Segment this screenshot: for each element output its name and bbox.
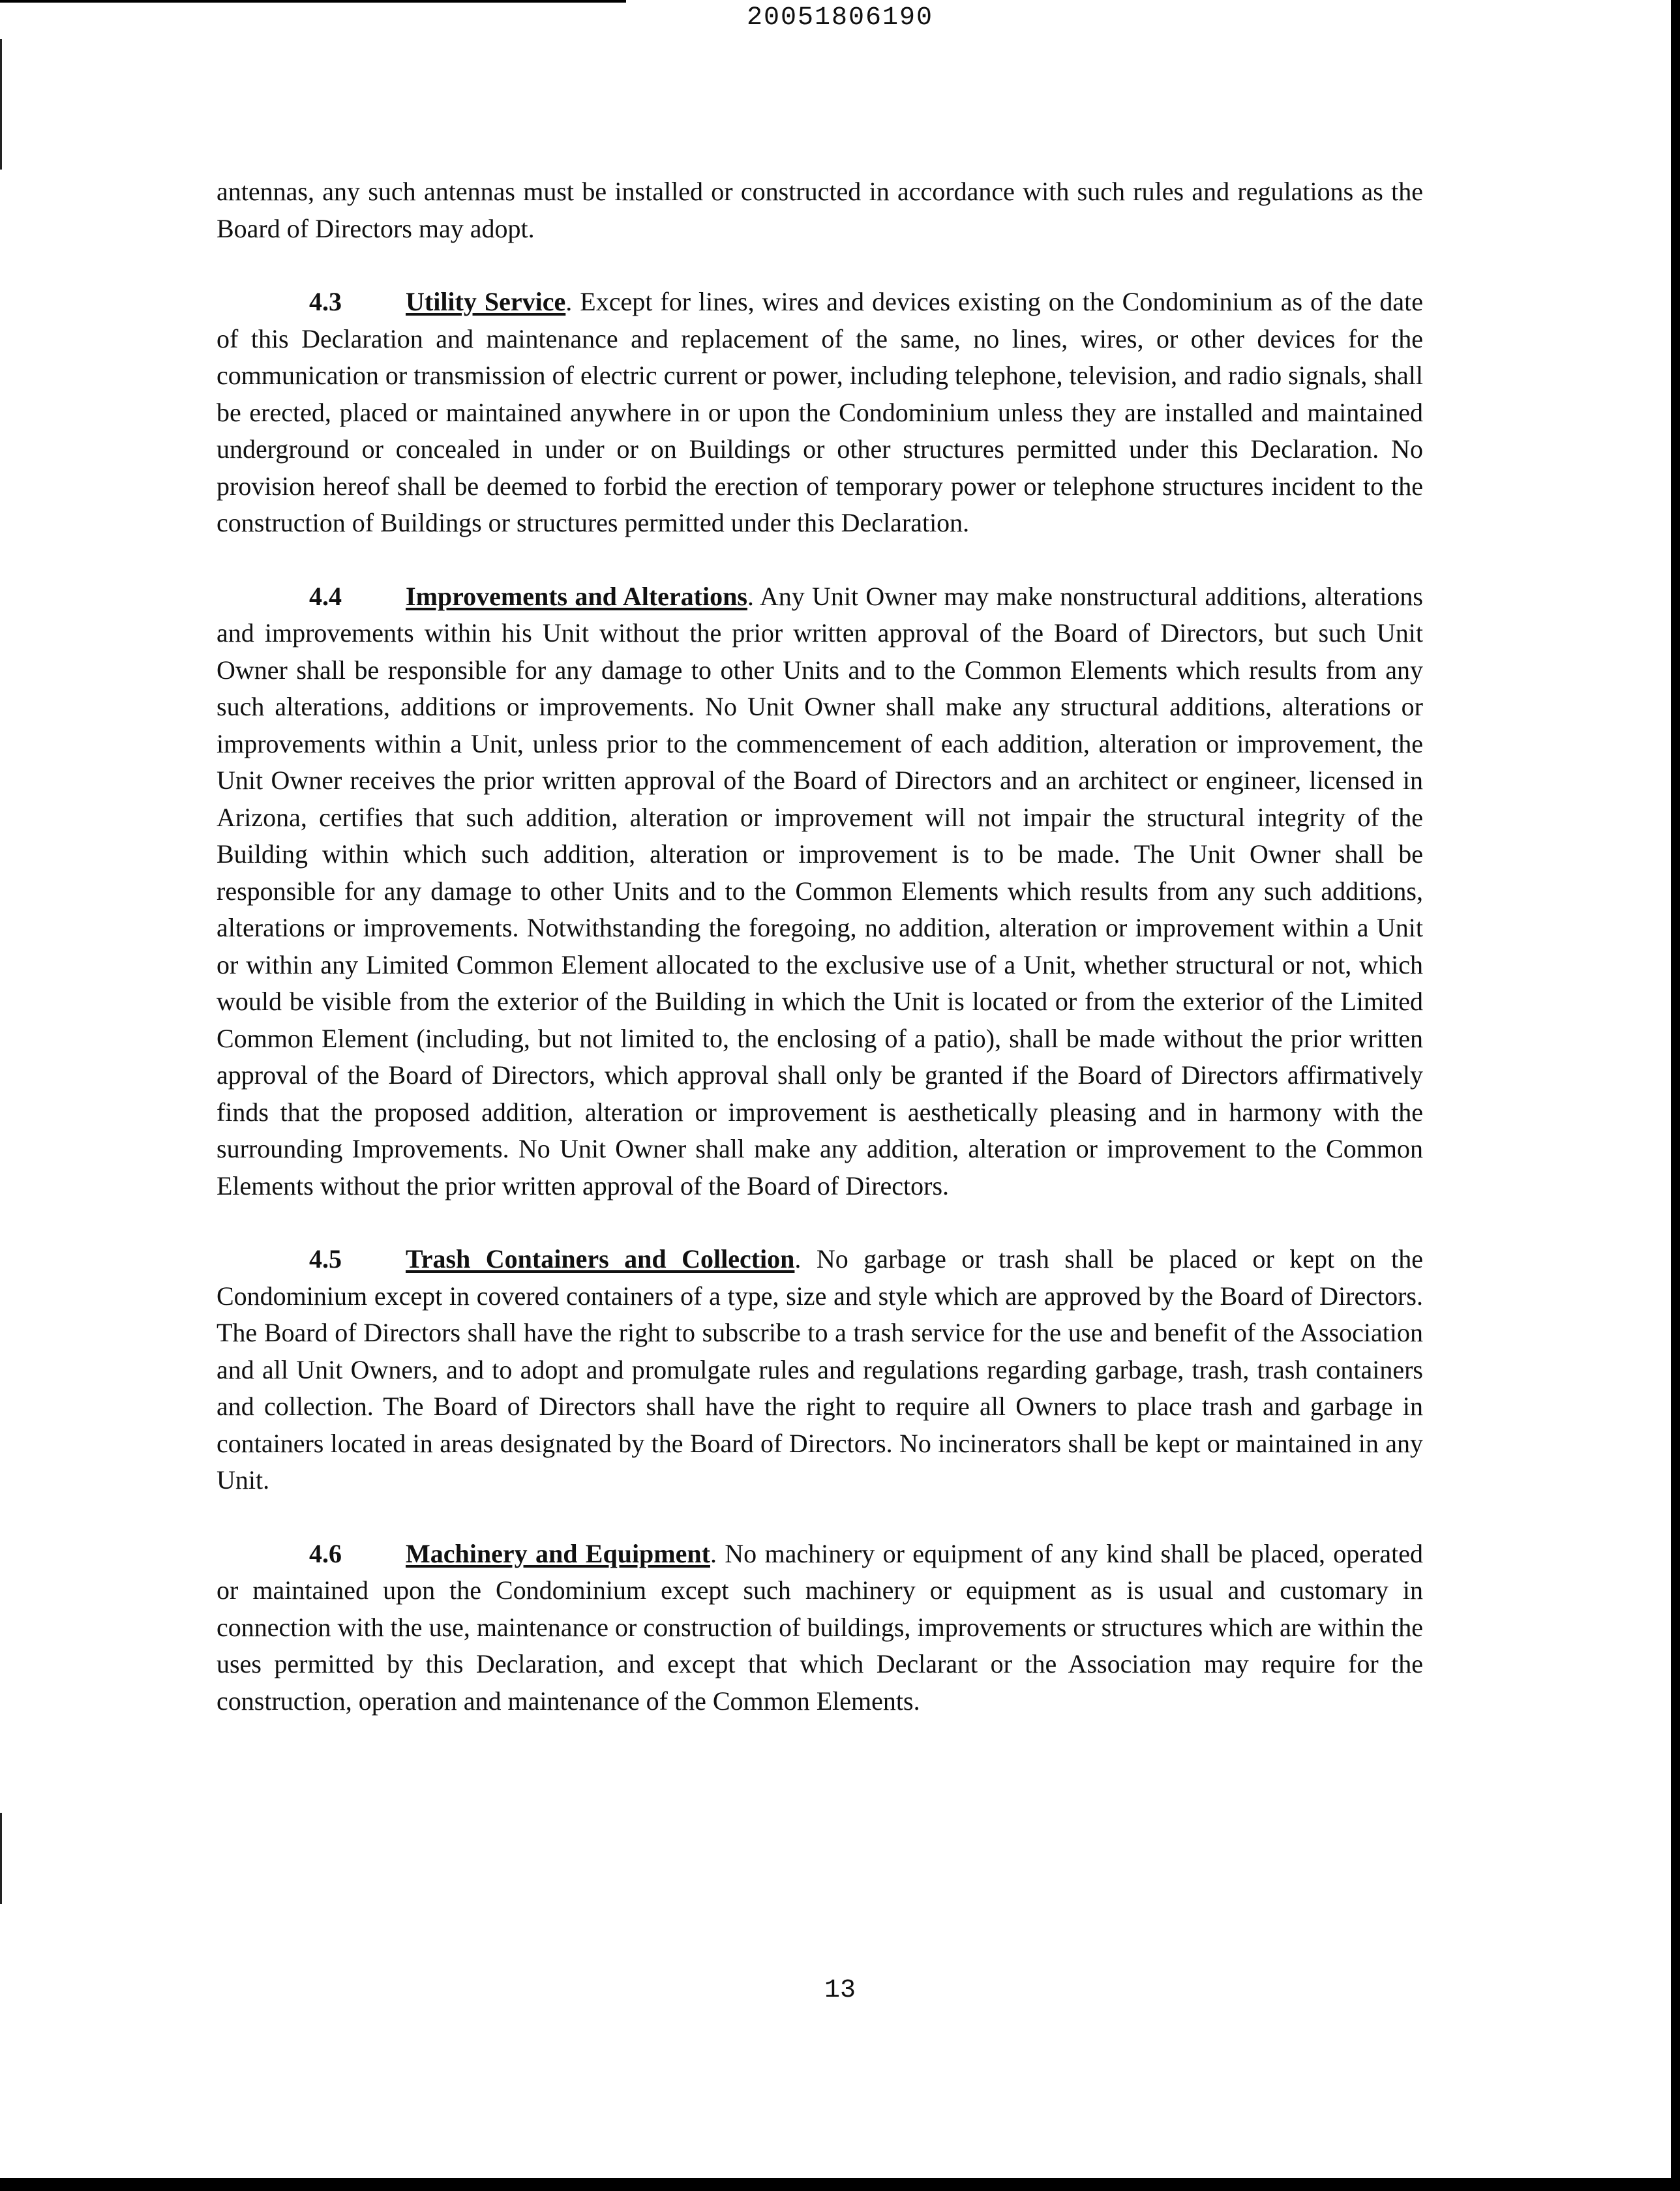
section-number: 4.4 <box>309 581 342 611</box>
page-number: 13 <box>824 1976 856 2005</box>
document-body <box>217 173 1423 1756</box>
section-body: . Except for lines, wires and devices existing on the Condominium as of the date of this Declaration and maintenance and replacement of the same, no lines, wires, or other devices for the communication or transmission of electric current or power, including telephone, television, and radio signals, shall be erected, placed or maintained anywhere in or upon the Condominium unless they are installed and maintained underground or concealed in under or on Buildings or other structures permitted under this Declaration. No provision hereof shall be deemed to forbid the erection of temporary power or telephone structures incident to the construction of Buildings or structures permitted under this Declaration. <box>217 287 1423 537</box>
section-body: . Any Unit Owner may make nonstructural additions, alterations and improvements within his Unit without the prior written approval of the Board of Directors, but such Unit Owner shall be responsible for any damage to other Units and to the Common Elements which results from any such alterations, additions or improvements. No Unit Owner shall make any structural additions, alterations or improvements within a Unit, unless prior to the commencement of each addition, alteration or improvement, the Unit Owner receives the prior written approval of the Board of Directors and an architect or engineer, licensed in Arizona, certifies that such addition, alteration or improvement will not impair the structural integrity of the Building within which such addition, alteration or improvement is to be made. The Unit Owner shall be responsible for any damage to other Units and to the Common Elements which results from any such additions, alterations or improvements. Notwithstanding the foregoing, no addition, alteration or improvement within a Unit or within any Limited Common Element allocated to the exclusive use of a Unit, whether structural or not, which would be visible from the exterior of the Building in which the Unit is located or from the exterior of the Limited Common Element (including, but not limited to, the enclosing of a patio), shall be made without the prior written approval of the Board of Directors, which approval shall only be granted if the Board of Directors affirmatively finds that the proposed addition, alteration or improvement is aesthetically pleasing and in harmony with the surrounding Improvements. No Unit Owner shall make any addition, alteration or improvement to the Common Elements without the prior written approval of the Board of Directors. <box>217 581 1424 1200</box>
section-heading: Machinery and Equipment <box>406 1538 710 1568</box>
section-body: . No garbage or trash shall be placed or kept on the Condominium except in covered containers of a type, size and style which are approved by the Board of Directors. The Board of Directors shall have the right to subscribe to a trash service for the use and benefit of the Association and all Unit Owners, and to adopt and promulgate rules and regulations regarding garbage, trash, trash containers and collection. The Board of Directors shall have the right to require all Owners to place trash and garbage in containers located in areas designated by the Board of Directors. No incinerators shall be kept or maintained in any Unit. <box>217 1244 1423 1495</box>
section-4-5 <box>217 1241 1423 1499</box>
section-heading: Improvements and Alterations <box>406 581 747 611</box>
section-heading: Trash Containers and Collection <box>406 1244 795 1274</box>
section-number: 4.3 <box>309 287 342 316</box>
section-heading: Utility Service <box>406 287 566 316</box>
section-number: 4.5 <box>309 1244 342 1274</box>
bottom-scan-rule <box>0 2178 1680 2191</box>
section-body: . No machinery or equipment of any kind shall be placed, operated or maintained upon the Condominium except such machinery or equipment as is usual and customary in connection with the use, maintenance or construction of buildings, improvements or structures which are within the uses permitted by this Declaration, and except that which Declarant or the Association may require for the construction, operation and maintenance of the Common Elements. <box>217 1538 1423 1716</box>
scan-right-border <box>1671 0 1680 2191</box>
section-number: 4.6 <box>309 1538 342 1568</box>
section-4-4 <box>217 578 1423 1205</box>
section-4-3 <box>217 284 1423 542</box>
document-number: 20051806190 <box>746 3 934 33</box>
scan-edge-mark <box>0 1813 2 1904</box>
intro-paragraph: antennas, any such antennas must be installed or constructed in accordance with such rules and regulations as the Board of Directors may adopt. <box>217 177 1423 243</box>
scan-edge-mark <box>0 39 2 170</box>
section-4-6 <box>217 1536 1423 1720</box>
